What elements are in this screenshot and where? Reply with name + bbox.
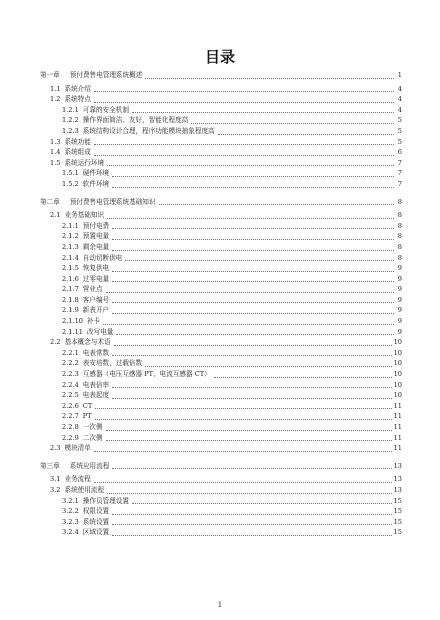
toc-entry-page: 7 bbox=[397, 179, 402, 188]
toc-entry-page: 9 bbox=[397, 306, 402, 315]
toc-entry-number: 1.2 bbox=[50, 95, 61, 104]
toc-dot-leader bbox=[112, 227, 394, 229]
toc-dot-leader bbox=[112, 175, 394, 177]
toc-entry[interactable] bbox=[40, 474, 402, 485]
toc-dot-leader bbox=[107, 217, 394, 219]
toc-entry-title: 补卡 bbox=[86, 317, 101, 326]
toc-dot-leader bbox=[132, 502, 392, 504]
toc-entry-page: 10 bbox=[393, 359, 402, 368]
toc-entry-number: 2.1.5 bbox=[62, 264, 79, 273]
toc-entry-number: 2.1.7 bbox=[62, 285, 79, 294]
toc-entry-title: 互感器（电压互感器 PT、电流互感器 CT） bbox=[82, 370, 211, 379]
table-of-contents bbox=[40, 70, 402, 538]
toc-entry-number: 3.2.2 bbox=[62, 507, 79, 516]
toc-entry-number: 3.2.4 bbox=[62, 528, 79, 537]
toc-entry-title: 系统结构设计合理，程序功能模块抽象程度高 bbox=[82, 126, 215, 135]
toc-entry-page: 10 bbox=[393, 380, 402, 389]
toc-entry-title: 表安培数，过载倍数 bbox=[82, 359, 143, 368]
toc-entry-title: CT bbox=[82, 401, 93, 410]
toc-dot-leader bbox=[116, 333, 394, 335]
toc-dot-leader bbox=[107, 492, 392, 494]
toc-entry-number: 2.1.1 bbox=[62, 221, 79, 230]
toc-entry[interactable] bbox=[40, 231, 402, 242]
toc-entry-number: 2.3 bbox=[50, 444, 61, 453]
toc-entry[interactable] bbox=[40, 84, 402, 95]
toc-entry-number: 2.2.8 bbox=[62, 423, 79, 431]
toc-entry-page: 5 bbox=[397, 116, 402, 125]
toc-entry[interactable] bbox=[40, 210, 402, 221]
toc-dot-leader bbox=[106, 429, 392, 431]
toc-entry-page: 5 bbox=[397, 126, 402, 135]
toc-entry-title: 系统特点 bbox=[64, 95, 91, 104]
toc-entry-number: 2.1.2 bbox=[62, 232, 79, 241]
toc-entry-title: 预付费售电管理系统概述 bbox=[69, 71, 143, 79]
toc-entry[interactable] bbox=[40, 401, 402, 412]
toc-entry[interactable] bbox=[40, 295, 402, 306]
toc-entry-title: 预付费售电管理系统基础知识 bbox=[69, 197, 156, 206]
toc-entry-page: 15 bbox=[393, 528, 402, 537]
toc-dot-leader bbox=[218, 133, 394, 135]
toc-entry[interactable] bbox=[40, 316, 402, 327]
toc-entry-title: 操作界面简洁、友好，智能化程度高 bbox=[82, 116, 189, 125]
toc-entry[interactable] bbox=[40, 380, 402, 391]
toc-entry-title: 基本概念与术语 bbox=[64, 338, 111, 347]
toc-entry-page: 10 bbox=[393, 338, 402, 347]
toc-entry-number: 第一章 bbox=[40, 71, 60, 79]
toc-entry[interactable] bbox=[40, 253, 402, 264]
toc-entry-number: 3.2 bbox=[50, 485, 61, 494]
toc-entry-page: 9 bbox=[397, 274, 402, 283]
toc-entry-page: 4 bbox=[397, 95, 402, 104]
toc-entry-page: 8 bbox=[397, 221, 402, 230]
toc-entry-page: 7 bbox=[397, 158, 402, 167]
toc-entry-title: 系统使用流程 bbox=[64, 485, 105, 494]
toc-entry[interactable] bbox=[40, 284, 402, 295]
toc-entry-number: 2.2.5 bbox=[62, 391, 79, 400]
toc-entry-title: 过零电量 bbox=[82, 274, 110, 283]
toc-entry-page: 15 bbox=[393, 507, 402, 516]
toc-entry-page: 6 bbox=[397, 148, 402, 157]
toc-entry-number: 2.2.7 bbox=[62, 412, 79, 421]
toc-entry-number: 2.2.6 bbox=[62, 401, 79, 410]
toc-entry-page: 9 bbox=[397, 264, 402, 273]
toc-entry[interactable] bbox=[40, 137, 402, 148]
toc-dot-leader bbox=[112, 249, 394, 251]
toc-entry[interactable] bbox=[40, 358, 402, 369]
toc-entry-title: 预置电量 bbox=[82, 232, 110, 241]
toc-entry-title: 预付电费 bbox=[82, 221, 110, 230]
toc-entry[interactable] bbox=[40, 305, 402, 316]
toc-entry-page: 8 bbox=[397, 211, 402, 220]
toc-entry-title: 系统组成 bbox=[64, 148, 91, 157]
toc-dot-leader bbox=[114, 344, 392, 346]
toc-entry-number: 2.1.4 bbox=[62, 253, 79, 262]
toc-entry-page: 13 bbox=[393, 461, 402, 470]
toc-entry[interactable] bbox=[40, 147, 402, 158]
toc-entry[interactable] bbox=[40, 274, 402, 285]
toc-entry-title: 系统设置 bbox=[82, 517, 110, 526]
toc-entry[interactable] bbox=[40, 485, 402, 496]
page-number: 1 bbox=[217, 601, 223, 609]
toc-entry-page: 1 bbox=[397, 71, 402, 79]
toc-entry-page: 8 bbox=[397, 232, 402, 241]
toc-entry-page: 9 bbox=[397, 317, 402, 326]
toc-dot-leader bbox=[112, 280, 394, 282]
toc-entry-page: 8 bbox=[397, 197, 402, 206]
toc-entry-number: 2.2.3 bbox=[62, 370, 79, 379]
toc-entry[interactable] bbox=[40, 517, 402, 528]
toc-entry[interactable] bbox=[40, 390, 402, 401]
toc-dot-leader bbox=[95, 407, 391, 409]
toc-entry-title: 软件环境 bbox=[82, 179, 110, 188]
toc-dot-leader bbox=[112, 354, 391, 356]
toc-entry-page: 10 bbox=[393, 370, 402, 379]
toc-entry-number: 1.2.1 bbox=[62, 105, 79, 114]
toc-entry-number: 2.2.4 bbox=[62, 380, 79, 389]
toc-entry-title: 系统运行环境 bbox=[64, 158, 105, 167]
toc-entry-number: 2.1.9 bbox=[62, 306, 79, 315]
toc-entry-page: 13 bbox=[393, 485, 402, 494]
toc-entry-number: 2.1.10 bbox=[62, 317, 83, 326]
toc-entry[interactable] bbox=[40, 337, 402, 348]
toc-entry-number: 2.1.3 bbox=[62, 242, 79, 251]
toc-entry[interactable] bbox=[40, 327, 402, 338]
toc-entry-page: 5 bbox=[397, 137, 402, 146]
toc-entry[interactable] bbox=[40, 126, 402, 137]
toc-entry-number: 2.1.8 bbox=[62, 295, 79, 304]
toc-entry-number: 3.2.1 bbox=[62, 496, 79, 505]
toc-entry-page: 8 bbox=[397, 253, 402, 262]
toc-entry-page: 4 bbox=[397, 84, 402, 93]
toc-entry-number: 1.2.3 bbox=[62, 126, 79, 135]
toc-entry-number: 第三章 bbox=[40, 461, 60, 470]
toc-entry-page: 7 bbox=[397, 169, 402, 178]
toc-entry-title: 电表起度 bbox=[82, 391, 110, 400]
toc-dot-leader bbox=[94, 90, 394, 92]
page-title: 目录 bbox=[204, 48, 235, 66]
toc-entry-title: 一次侧 bbox=[82, 423, 103, 431]
toc-entry[interactable] bbox=[40, 496, 402, 507]
toc-entry-number: 2.2.1 bbox=[62, 348, 79, 357]
toc-entry[interactable] bbox=[40, 433, 402, 444]
toc-dot-leader bbox=[112, 301, 394, 303]
toc-dot-leader bbox=[94, 154, 394, 156]
toc-entry[interactable] bbox=[40, 263, 402, 274]
toc-entry-title: 电表倍率 bbox=[82, 380, 110, 389]
toc-entry-title: 硬件环境 bbox=[82, 169, 110, 178]
toc-dot-leader bbox=[106, 439, 392, 441]
toc-entry[interactable] bbox=[40, 115, 402, 126]
toc-entry-title: 系统功能 bbox=[64, 137, 91, 146]
toc-entry-title: 新表开户 bbox=[82, 306, 110, 315]
toc-entry-title: 可靠的安全机制 bbox=[82, 105, 129, 114]
toc-entry-number: 1.3 bbox=[50, 137, 61, 146]
toc-entry-title: 电表常数 bbox=[82, 348, 110, 357]
toc-dot-leader bbox=[112, 523, 391, 525]
toc-entry-number: 1.5.1 bbox=[62, 169, 79, 178]
toc-dot-leader bbox=[112, 513, 391, 515]
toc-dot-leader bbox=[94, 143, 394, 145]
toc-entry-number: 1.4 bbox=[50, 148, 61, 157]
toc-entry-page: 11 bbox=[393, 433, 402, 442]
toc-entry-number: 1.5 bbox=[50, 158, 61, 167]
toc-entry-title: 恢复供电 bbox=[82, 264, 110, 273]
toc-entry[interactable] bbox=[40, 179, 402, 190]
toc-entry-title: 系统应用流程 bbox=[69, 461, 110, 470]
toc-entry-number: 2.1.6 bbox=[62, 274, 79, 283]
toc-dot-leader bbox=[112, 238, 394, 240]
toc-entry-page: 11 bbox=[393, 412, 402, 421]
toc-entry-title: 业务流程 bbox=[64, 475, 91, 484]
toc-dot-leader bbox=[191, 122, 394, 124]
toc-entry-page: 10 bbox=[393, 391, 402, 400]
toc-entry-number: 3.1 bbox=[50, 475, 61, 484]
toc-dot-leader bbox=[112, 386, 391, 388]
toc-entry-page: 11 bbox=[393, 401, 402, 410]
toc-entry-page: 9 bbox=[397, 327, 402, 336]
toc-chapter-entry[interactable] bbox=[40, 197, 402, 208]
toc-dot-leader bbox=[103, 323, 394, 325]
toc-entry-title: 二次侧 bbox=[82, 433, 103, 442]
toc-entry-title: 系统介绍 bbox=[64, 84, 91, 93]
toc-entry[interactable] bbox=[40, 221, 402, 232]
toc-entry-title: 操作员管理设置 bbox=[82, 496, 129, 505]
toc-dot-leader bbox=[95, 418, 392, 420]
toc-entry-title: 改写电量 bbox=[86, 327, 114, 336]
toc-dot-leader bbox=[94, 450, 392, 452]
toc-entry-page: 15 bbox=[393, 517, 402, 526]
toc-dot-leader bbox=[125, 259, 394, 261]
toc-dot-leader bbox=[107, 164, 394, 166]
toc-entry[interactable] bbox=[40, 168, 402, 179]
toc-entry-title: 客户编号 bbox=[82, 295, 110, 304]
toc-entry-title: 权限设置 bbox=[82, 507, 110, 516]
toc-dot-leader bbox=[112, 467, 391, 469]
toc-entry-page: 11 bbox=[393, 423, 402, 431]
toc-chapter-entry[interactable] bbox=[40, 461, 402, 472]
toc-entry-page: 9 bbox=[397, 295, 402, 304]
toc-dot-leader bbox=[214, 376, 392, 378]
toc-entry-page: 11 bbox=[393, 444, 402, 453]
toc-dot-leader bbox=[112, 186, 394, 188]
toc-entry-number: 2.2 bbox=[50, 338, 61, 347]
toc-entry-title: 业务基础知识 bbox=[64, 211, 105, 220]
toc-entry[interactable] bbox=[40, 348, 402, 359]
toc-entry[interactable] bbox=[40, 411, 402, 422]
toc-entry[interactable] bbox=[40, 422, 402, 433]
toc-entry-number: 2.2.2 bbox=[62, 359, 79, 368]
toc-entry-title: 区域设置 bbox=[82, 528, 110, 537]
toc-dot-leader bbox=[112, 534, 391, 536]
toc-entry-page: 8 bbox=[397, 242, 402, 251]
toc-dot-leader bbox=[94, 101, 394, 103]
toc-dot-leader bbox=[112, 270, 394, 272]
toc-entry-page: 10 bbox=[393, 348, 402, 357]
toc-entry-title: 模块清单 bbox=[64, 444, 91, 453]
toc-entry-title: 剩余电量 bbox=[82, 242, 110, 251]
toc-dot-leader bbox=[159, 203, 395, 205]
toc-entry-number: 1.5.2 bbox=[62, 179, 79, 188]
toc-entry[interactable] bbox=[40, 105, 402, 116]
toc-entry[interactable] bbox=[40, 527, 402, 538]
toc-entry-page: 13 bbox=[393, 475, 402, 484]
toc-entry-number: 第二章 bbox=[40, 197, 60, 206]
toc-entry-page: 9 bbox=[397, 285, 402, 294]
toc-entry-title: 营业点 bbox=[82, 285, 103, 294]
toc-entry-number: 1.1 bbox=[50, 84, 61, 93]
toc-entry-number: 1.2.2 bbox=[62, 116, 79, 125]
toc-entry-number: 2.2.9 bbox=[62, 433, 79, 442]
toc-entry[interactable] bbox=[40, 506, 402, 517]
toc-entry[interactable] bbox=[40, 369, 402, 380]
toc-entry[interactable] bbox=[40, 94, 402, 105]
toc-entry[interactable] bbox=[40, 443, 402, 454]
toc-entry-page: 15 bbox=[393, 496, 402, 505]
toc-entry-number: 3.2.3 bbox=[62, 517, 79, 526]
toc-dot-leader bbox=[112, 312, 394, 314]
toc-dot-leader bbox=[145, 365, 391, 367]
toc-entry-number: 2.1 bbox=[50, 211, 61, 220]
toc-entry[interactable] bbox=[40, 242, 402, 253]
toc-entry-title: 自动切断供电 bbox=[82, 253, 123, 262]
toc-chapter-entry[interactable] bbox=[40, 70, 402, 81]
toc-dot-leader bbox=[145, 77, 394, 79]
toc-entry-number: 2.1.11 bbox=[62, 327, 83, 336]
toc-dot-leader bbox=[132, 111, 394, 113]
toc-entry-page: 4 bbox=[397, 105, 402, 114]
toc-entry-title: PT bbox=[82, 412, 92, 421]
toc-dot-leader bbox=[94, 481, 392, 483]
toc-entry[interactable] bbox=[40, 158, 402, 169]
toc-dot-leader bbox=[106, 291, 394, 293]
toc-dot-leader bbox=[112, 397, 391, 399]
